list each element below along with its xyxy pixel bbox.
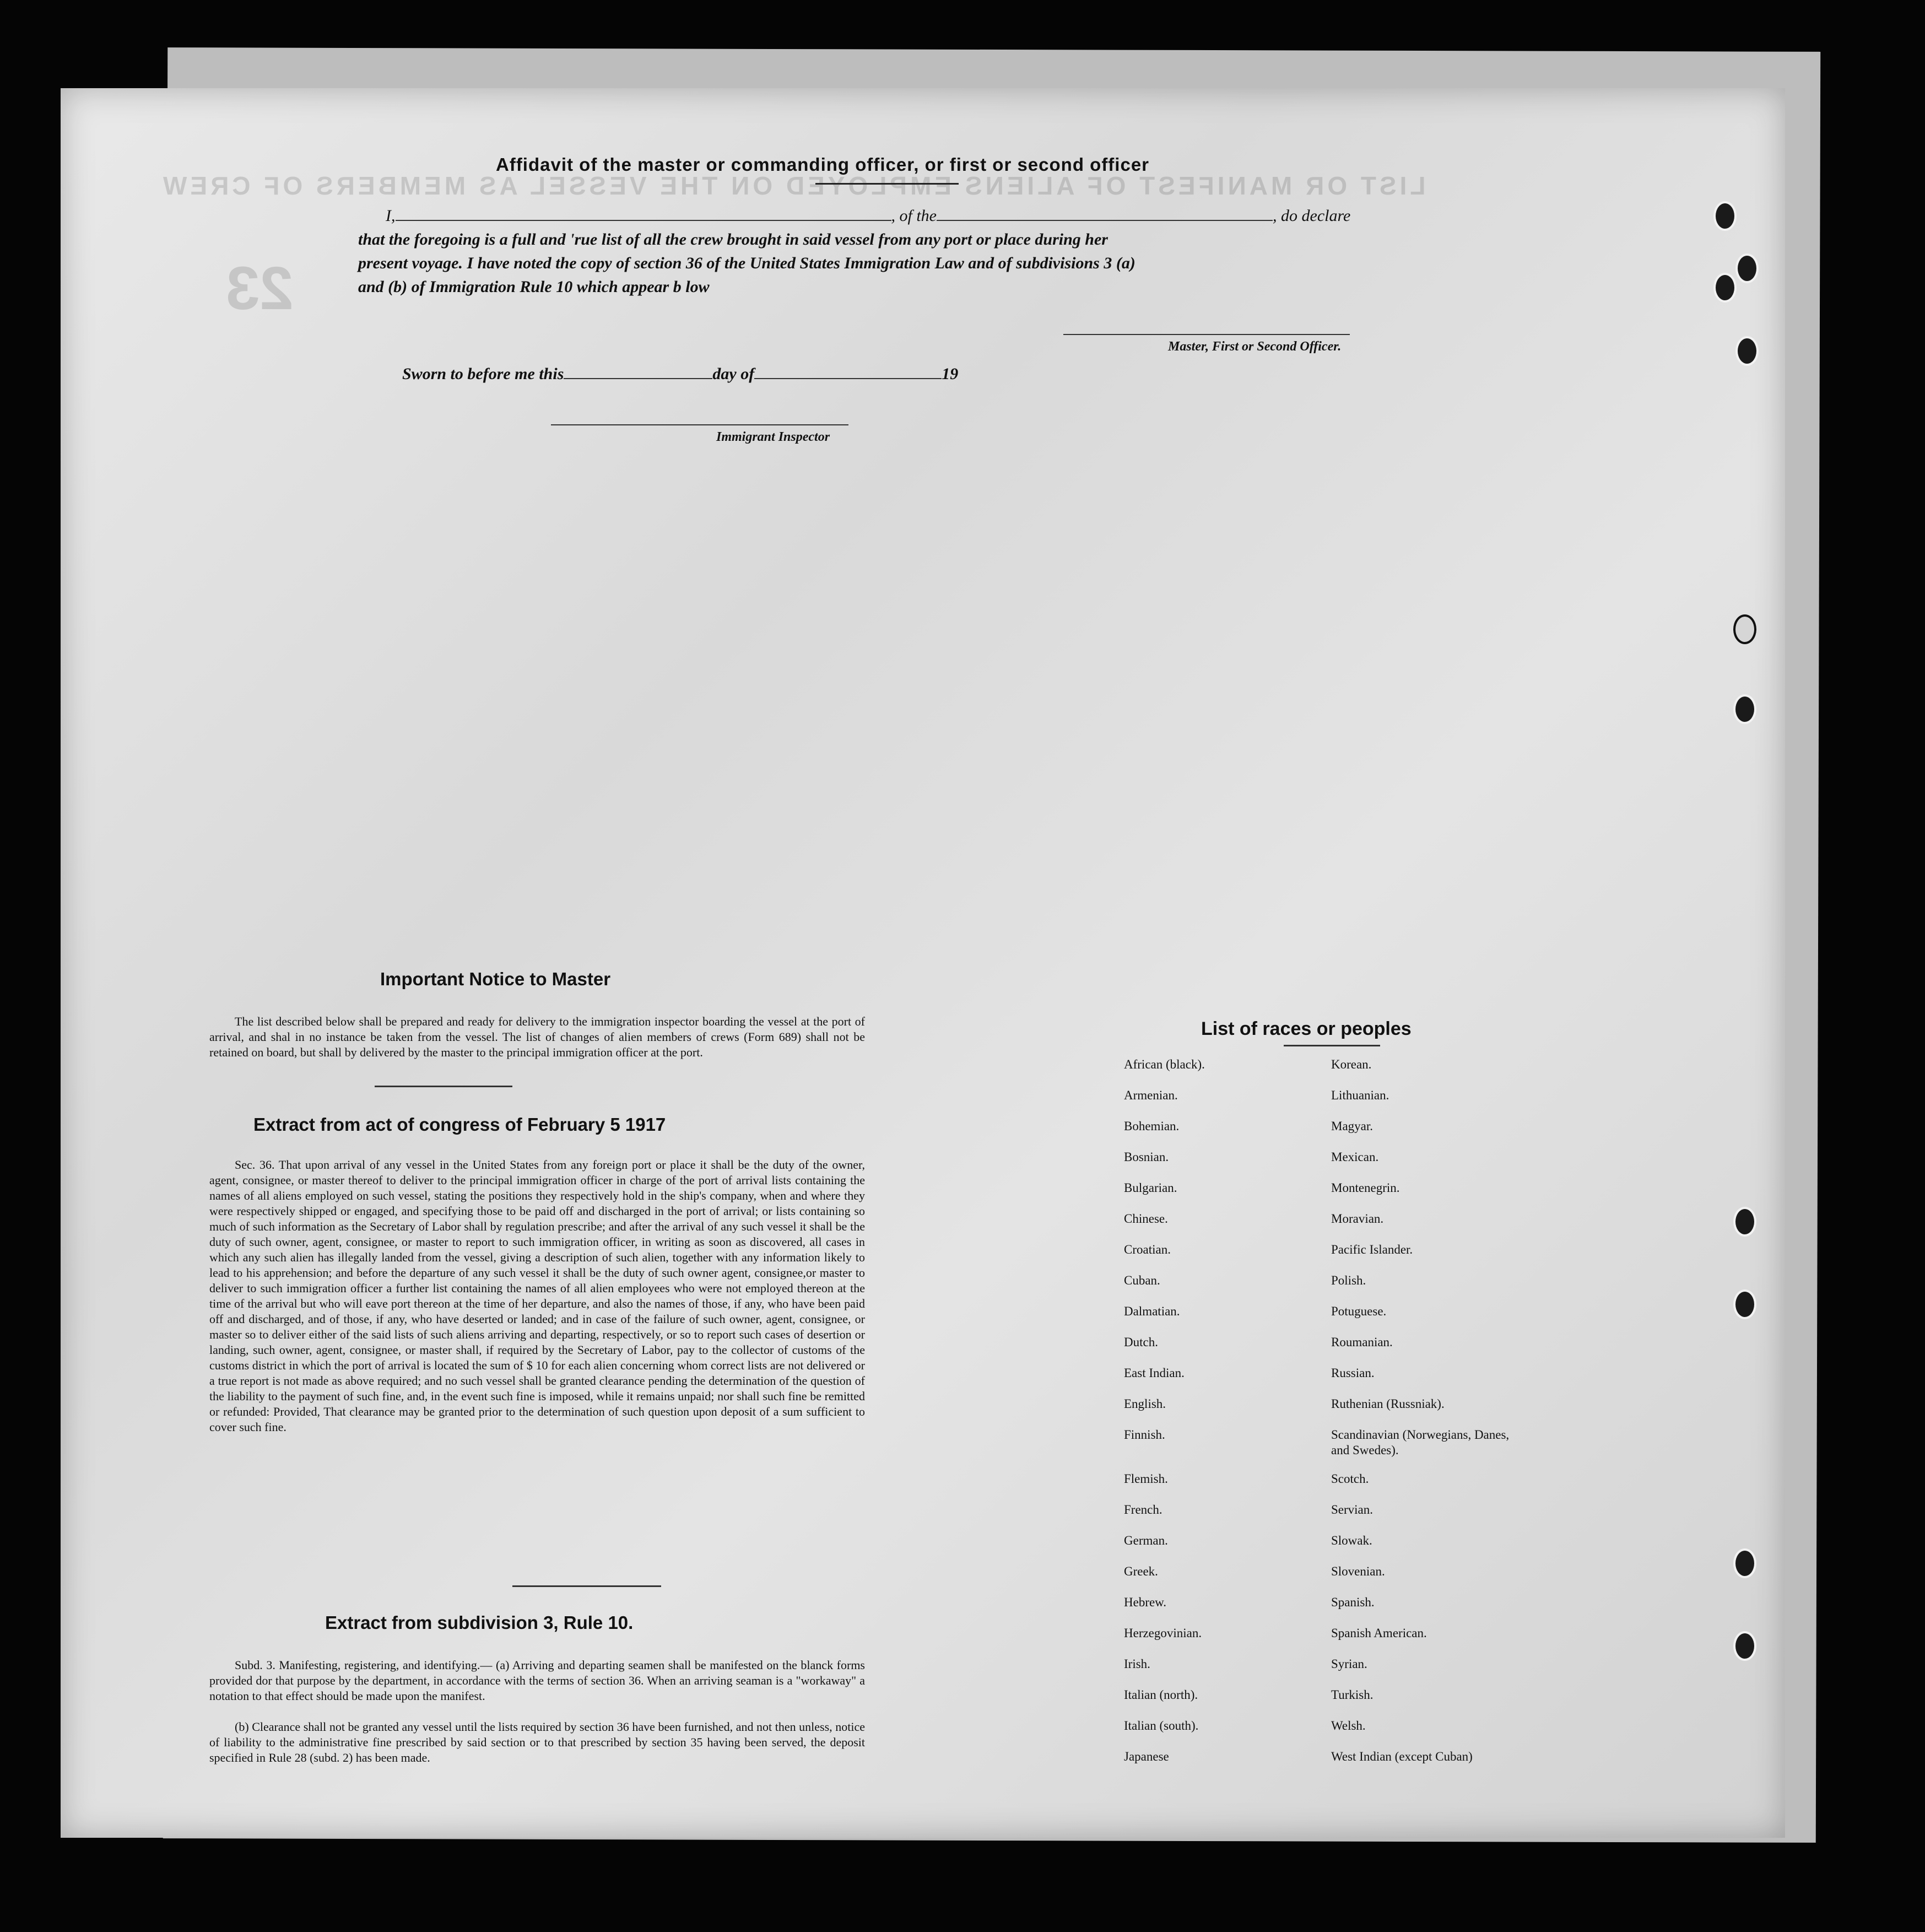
divider-1 [375,1086,512,1087]
race-item: Irish. [1124,1657,1150,1671]
notice-text-body: The list described below shall be prepared and ready for delivery to the immigration inspector boarding the vessel at the port of arrival, and shal in no instance be taken from the vessel. The list of changes of alien members of crews (Form 689) shall not be retained on board, but shall by delivered by the master to the principal immigration officer at the port. [209,1014,865,1059]
punch-hole [1733,1631,1756,1661]
inspector-label: Immigrant Inspector [716,430,830,444]
sworn-day-blank[interactable] [564,377,712,379]
race-item: African (black). [1124,1057,1205,1071]
sworn-year: 19 [942,365,959,383]
divider-2 [512,1585,661,1587]
affidavit-title: Affidavit of the master or commanding officer, or first or second officer [496,154,1150,175]
race-item: Greek. [1124,1564,1158,1578]
affidavit-line-1 [386,207,1350,225]
race-item: Lithuanian. [1331,1088,1389,1102]
race-item: Servian. [1331,1503,1374,1517]
vessel-blank[interactable] [937,219,1273,221]
notice-title: Important Notice to Master [380,969,611,989]
notice-text [209,1014,865,1060]
affidavit-line-4: and (b) of Immigration Rule 10 which appear b low [358,278,710,296]
race-item: Bosnian. [1124,1150,1169,1164]
rule-extract-body-b: (b) Clearance shall not be granted any vessel until the lists required by section 36 have been furnished, and not then unless, notice of liability to the administrative fine prescribed by said section or to that prescribed by section 35 having been served, the deposit specified in Rule 28 (subd. 2) has been made. [209,1720,865,1764]
race-item: Finnish. [1124,1428,1165,1442]
punch-hole [1733,1548,1756,1578]
inspector-signature-line[interactable] [551,424,848,425]
race-item: Korean. [1331,1057,1372,1071]
punch-hole [1735,253,1759,283]
race-item: Spanish. [1331,1595,1375,1609]
race-item: Hebrew. [1124,1595,1167,1609]
sworn-line [402,365,958,384]
race-item: Potuguese. [1331,1304,1387,1318]
race-item: Slowak. [1331,1534,1372,1547]
punch-hole [1733,1289,1756,1319]
race-item: Dutch. [1124,1335,1158,1349]
affidavit-line-2: that the foregoing is a full and 'rue list of all the crew brought in said vessel from any port or place during her [358,230,1108,249]
act-extract-text [209,1157,865,1435]
race-item: Slovenian. [1331,1564,1385,1578]
race-item: Moravian. [1331,1212,1384,1226]
race-item: East Indian. [1124,1366,1185,1380]
race-item: Turkish. [1331,1688,1374,1702]
punch-hole [1713,201,1737,231]
punch-hole [1733,1207,1756,1237]
act-extract-body: Sec. 36. That upon arrival of any vessel in the United States from any foreign port or place it shall be the duty of the owner, agent, consignee, or master thereof to deliver to the principal immigration officer in charge of the port of arrival lists containing the names of all aliens employed on such vessel, stating the positions they respectively hold in the ship's company, when and where they were respectively shipped or engaged, and specifying those to be paid off and discharged in the port of arrival; or lists containing so much of such information as the Secretary of Labor shall by regulation prescribe; and after the arrival of any such vessel it shall be the duty of such owner, agent, consignee, or master to report to such immigration officer, in writing as soon as discovered, all cases in which any such alien has illegally landed from the vessel, giving a description of such alien, together with any information likely to lead to his apprehension; and before the departure of any such vessel it shall be the duty of such owner agent, consignee,or master to deliver to such immigration officer a further list containing the names of all alien employees who were not employed thereon at the time of the arrival but who will eave port thereon at the time of her departure, and also the names of those, if any, who have been paid off and discharged, and of those, if any, who have deserted or landed; and in case of the failure of such owner, agent, consignee, or master so to deliver either of the said lists of such aliens arriving and departing, respectively, or so to report such cases of desertion or landing, such owner, agent, consignee, or master shall, if required by the Secretary of Labor, pay to the collector of customs of the customs district in which the port of arrival is located the sum of $ 10 for each alien concerning whom correct lists are not delivered or a true report is not made as above required; and no such vessel shall be granted clearance pending the determination of the question of the liability to the payment of such fine, and, in the event such fine is imposed, while it remains unpaid; nor shall such fine be remitted or refunded: Provided, That clearance may be granted prior to the determination of such question upon deposit of a sum sufficient to cover such fine. [209,1158,865,1434]
races-title-rule [1284,1045,1380,1046]
race-item: Mexican. [1331,1150,1379,1164]
punch-hole [1713,273,1737,303]
race-item: Scotch. [1331,1472,1369,1486]
race-item: Spanish American. [1331,1626,1427,1640]
race-item: Armenian. [1124,1088,1178,1102]
rule-extract-text-a [209,1658,865,1704]
race-item: Chinese. [1124,1212,1168,1226]
race-item: Montenegrin. [1331,1181,1400,1195]
race-item: Pacific Islander. [1331,1243,1413,1256]
affidavit-title-rule [815,183,959,185]
affidavit-line-3: present voyage. I have noted the copy of section 36 of the United States Immigration Law and of subdivisions 3 (a) [358,254,1135,272]
races-title: List of races or peoples [1201,1018,1412,1039]
race-item: Herzegovinian. [1124,1626,1202,1640]
race-item: Italian (north). [1124,1688,1198,1702]
race-item: Roumanian. [1331,1335,1393,1349]
race-item: Bulgarian. [1124,1181,1177,1195]
race-item: Magyar. [1331,1119,1374,1133]
race-item: Japanese [1124,1750,1169,1763]
document-page [61,88,1785,1838]
sworn-start: Sworn to before me this [402,365,564,383]
races-right-column [1331,1057,1529,1780]
race-item: Welsh. [1331,1719,1366,1733]
race-item: Bohemian. [1124,1119,1180,1133]
name-blank[interactable] [396,219,891,221]
rule-extract-title: Extract from subdivision 3, Rule 10. [325,1612,634,1633]
race-item: West Indian (except Cuban) [1331,1750,1473,1763]
race-item: English. [1124,1397,1166,1411]
act-extract-title: Extract from act of congress of February 5 1917 [253,1114,666,1135]
race-item: Cuban. [1124,1273,1160,1287]
sworn-month-blank[interactable] [754,377,942,379]
race-item: Syrian. [1331,1657,1367,1671]
race-item: Polish. [1331,1273,1366,1287]
rule-extract-body-a: Subd. 3. Manifesting, registering, and identifying.— (a) Arriving and departing seamen shall be manifested on the blanck forms provided dor that purpose by the department, in accordance with the terms of section 36. When an arriving seaman is a "workaway" a notation to that effect should be made upon the manifest. [209,1658,865,1703]
bleed-through-header: LIST OR MANIFEST OF ALIENS EMPLOYED ON THE VESSEL AS MEMBERS OF CREW [160,171,1426,200]
race-item: Russian. [1331,1366,1375,1380]
race-item: Croatian. [1124,1243,1171,1256]
race-item: Scandinavian (Norwegians, Danes, and Swedes). [1331,1428,1510,1457]
race-item: Ruthenian (Russniak). [1331,1397,1445,1411]
race-item: Dalmatian. [1124,1304,1180,1318]
sworn-mid: day of [712,365,755,383]
punch-hole [1733,694,1756,724]
punch-hole [1733,614,1756,644]
affidavit-line1-end: , do declare [1273,207,1351,225]
affidavit-line1-mid: , of the [891,207,937,225]
master-signature-label: Master, First or Second Officer. [1168,339,1342,354]
race-item: French. [1124,1503,1162,1517]
master-signature-line[interactable] [1063,334,1350,335]
races-left-column [1124,1057,1306,1780]
race-item: Flemish. [1124,1472,1168,1486]
race-item: Italian (south). [1124,1719,1199,1733]
bleed-through-number: 23 [226,255,294,322]
punch-hole [1735,336,1759,366]
affidavit-line1-start: I, [386,207,396,225]
race-item: German. [1124,1534,1168,1547]
rule-extract-text-b [209,1719,865,1766]
